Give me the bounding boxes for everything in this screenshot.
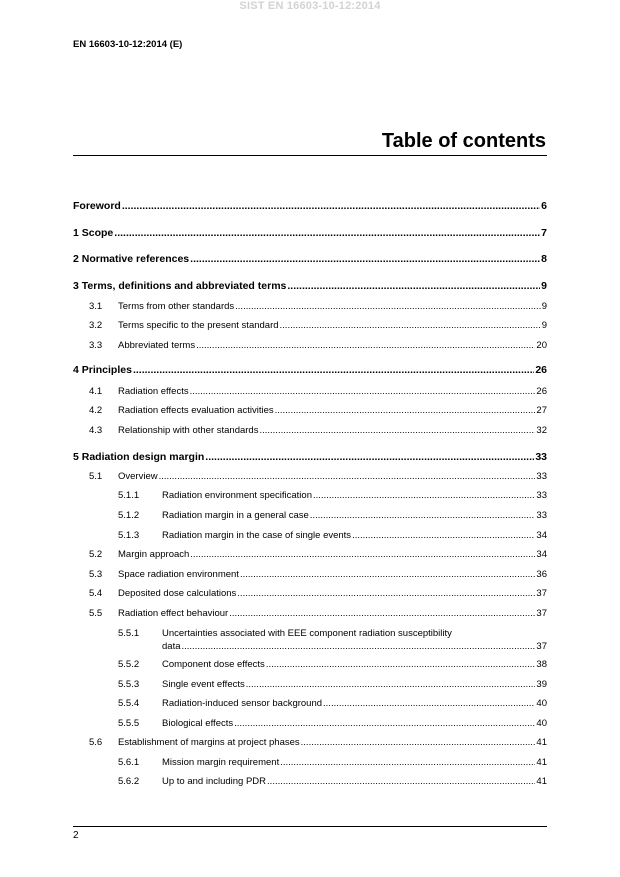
toc-page: 9 <box>541 320 547 331</box>
toc-entry-5-6-2[interactable] <box>73 776 547 787</box>
toc-page: 39 <box>536 679 547 690</box>
toc-label: Radiation environment specification <box>162 490 312 501</box>
leader-dots <box>114 228 540 239</box>
toc-label: Radiation effect behaviour <box>118 608 229 619</box>
leader-dots <box>287 281 540 292</box>
toc-number: 5.2 <box>89 549 103 560</box>
toc-page: 6 <box>541 200 547 212</box>
toc-entry-5-5[interactable] <box>73 608 547 619</box>
toc-entry-5-4[interactable] <box>73 588 547 599</box>
toc-entry-5-2[interactable] <box>73 549 547 560</box>
toc-number: 4.1 <box>89 386 103 397</box>
toc-entry-5-6-1[interactable] <box>73 757 547 768</box>
leader-dots <box>122 201 540 212</box>
leader-dots <box>234 718 535 729</box>
toc-number: 5.6.1 <box>118 757 140 768</box>
toc-label: Terms from other standards <box>118 301 235 312</box>
toc-page: 27 <box>536 405 547 416</box>
leader-dots <box>275 405 536 416</box>
toc-label: Margin approach <box>118 549 190 560</box>
toc-label: 2 Normative references <box>73 253 190 265</box>
toc-page: 33 <box>536 490 547 501</box>
page-number: 2 <box>73 830 79 841</box>
toc-page: 38 <box>536 659 547 670</box>
leader-dots <box>266 659 536 670</box>
toc-entry-5-5-1-cont[interactable] <box>73 641 547 652</box>
toc-label: Component dose effects <box>162 659 265 670</box>
toc-entry-5-5-5[interactable] <box>73 718 547 729</box>
leader-dots <box>237 588 535 599</box>
toc-page: 26 <box>535 364 547 376</box>
toc-page: 41 <box>536 737 547 748</box>
toc-entry-4-3[interactable] <box>73 425 547 436</box>
toc-label: Up to and including PDR <box>162 776 267 787</box>
toc-label-line2: data <box>162 641 181 652</box>
toc-number: 3.2 <box>89 320 103 331</box>
toc-number: 4.2 <box>89 405 103 416</box>
toc-entry-scope[interactable] <box>73 228 547 239</box>
toc-page: 7 <box>541 227 547 239</box>
toc-page: 20 <box>536 340 547 351</box>
toc-entry-radiation-design-margin[interactable] <box>73 452 547 463</box>
toc-number: 5.1.1 <box>118 490 140 501</box>
toc-label: Mission margin requirement <box>162 757 280 768</box>
toc-entry-3-3[interactable] <box>73 340 547 351</box>
leader-dots <box>240 569 535 580</box>
document-id: EN 16603-10-12:2014 (E) <box>73 39 183 50</box>
leader-dots <box>159 471 536 482</box>
leader-dots <box>133 365 534 376</box>
leader-dots <box>313 490 535 501</box>
leader-dots <box>190 549 535 560</box>
toc-page: 41 <box>536 776 547 787</box>
leader-dots <box>182 641 536 652</box>
leader-dots <box>323 698 535 709</box>
toc-entry-normative-references[interactable] <box>73 254 547 265</box>
toc-entry-3-1[interactable] <box>73 301 547 312</box>
toc-entry-terms[interactable] <box>73 281 547 292</box>
toc-number: 5.5.2 <box>118 659 140 670</box>
leader-dots <box>190 254 540 265</box>
toc-number: 5.1.3 <box>118 530 140 541</box>
toc-entry-5-1[interactable] <box>73 471 547 482</box>
toc-number: 5.5.4 <box>118 698 140 709</box>
toc-page: 40 <box>536 718 547 729</box>
toc-page: 41 <box>536 757 547 768</box>
toc-entry-3-2[interactable] <box>73 320 547 331</box>
toc-page: 33 <box>536 510 547 521</box>
toc-page: 9 <box>541 280 547 292</box>
toc-entry-5-1-3[interactable] <box>73 530 547 541</box>
toc-number: 4.3 <box>89 425 103 436</box>
toc-page: 26 <box>536 386 547 397</box>
toc-label: Terms specific to the present standard <box>118 320 279 331</box>
leader-dots <box>259 425 535 436</box>
toc-page: 40 <box>536 698 547 709</box>
toc-entry-5-6[interactable] <box>73 737 547 748</box>
toc-page: 37 <box>536 588 547 599</box>
toc-number: 3.1 <box>89 301 103 312</box>
toc-page: 33 <box>535 451 547 463</box>
toc-number: 5.1.2 <box>118 510 140 521</box>
toc-label: Biological effects <box>162 718 234 729</box>
toc-label-line1: Uncertainties associated with EEE component radiation susceptibility <box>162 628 452 639</box>
toc-page: 8 <box>541 253 547 265</box>
toc-label: Overview <box>118 471 158 482</box>
toc-entry-principles[interactable] <box>73 365 547 376</box>
leader-dots <box>235 301 541 312</box>
toc-number: 3.3 <box>89 340 103 351</box>
toc-label: Radiation effects <box>118 386 189 397</box>
leader-dots <box>352 530 535 541</box>
leader-dots <box>229 608 535 619</box>
leader-dots <box>246 679 536 690</box>
toc-page: 33 <box>536 471 547 482</box>
toc-entry-5-5-3[interactable] <box>73 679 547 690</box>
toc-label: 3 Terms, definitions and abbreviated terms <box>73 280 287 292</box>
toc-entry-5-5-4[interactable] <box>73 698 547 709</box>
toc-label: Relationship with other standards <box>118 425 259 436</box>
toc-page: 34 <box>536 549 547 560</box>
toc-number: 5.1 <box>89 471 103 482</box>
toc-number: 5.6 <box>89 737 103 748</box>
leader-dots <box>196 340 535 351</box>
footer-divider <box>73 826 547 827</box>
toc-label: Radiation margin in a general case <box>162 510 309 521</box>
leader-dots <box>205 452 534 463</box>
toc-label: 4 Principles <box>73 364 132 376</box>
toc-page: 34 <box>536 530 547 541</box>
toc-entry-4-1[interactable] <box>73 386 547 397</box>
toc-page: 32 <box>536 425 547 436</box>
toc-page: 37 <box>536 608 547 619</box>
leader-dots <box>280 757 535 768</box>
toc-label: Radiation-induced sensor background <box>162 698 323 709</box>
toc-label: Abbreviated terms <box>118 340 196 351</box>
page-title: Table of contents <box>381 130 546 152</box>
toc-label: 1 Scope <box>73 227 114 239</box>
toc-number: 5.5 <box>89 608 103 619</box>
toc-entry-5-5-2[interactable] <box>73 659 547 670</box>
toc-entry-5-3[interactable] <box>73 569 547 580</box>
toc-number: 5.5.1 <box>118 628 140 639</box>
toc-label: Space radiation environment <box>118 569 239 580</box>
toc-label: Radiation margin in the case of single events <box>162 530 352 541</box>
leader-dots <box>267 776 535 787</box>
toc-label: 5 Radiation design margin <box>73 451 205 463</box>
toc-label: Deposited dose calculations <box>118 588 237 599</box>
watermark: SIST EN 16603-10-12:2014 <box>239 0 381 12</box>
toc-label: Radiation effects evaluation activities <box>118 405 274 416</box>
toc-page: 36 <box>536 569 547 580</box>
toc-page: 37 <box>536 641 547 652</box>
toc-entry-5-1-2[interactable] <box>73 510 547 521</box>
toc-label: Establishment of margins at project phases <box>118 737 300 748</box>
leader-dots <box>190 386 536 397</box>
toc-entry-foreword[interactable] <box>73 201 547 212</box>
toc-number: 5.5.5 <box>118 718 140 729</box>
toc-entry-5-1-1[interactable] <box>73 490 547 501</box>
toc-number: 5.4 <box>89 588 103 599</box>
toc-number: 5.3 <box>89 569 103 580</box>
toc-label: Foreword <box>73 200 121 212</box>
toc-entry-4-2[interactable] <box>73 405 547 416</box>
toc-page: 9 <box>541 301 547 312</box>
toc-number: 5.6.2 <box>118 776 140 787</box>
leader-dots <box>280 320 541 331</box>
leader-dots <box>310 510 536 521</box>
toc-label: Single event effects <box>162 679 245 690</box>
leader-dots <box>301 737 536 748</box>
toc-number: 5.5.3 <box>118 679 140 690</box>
